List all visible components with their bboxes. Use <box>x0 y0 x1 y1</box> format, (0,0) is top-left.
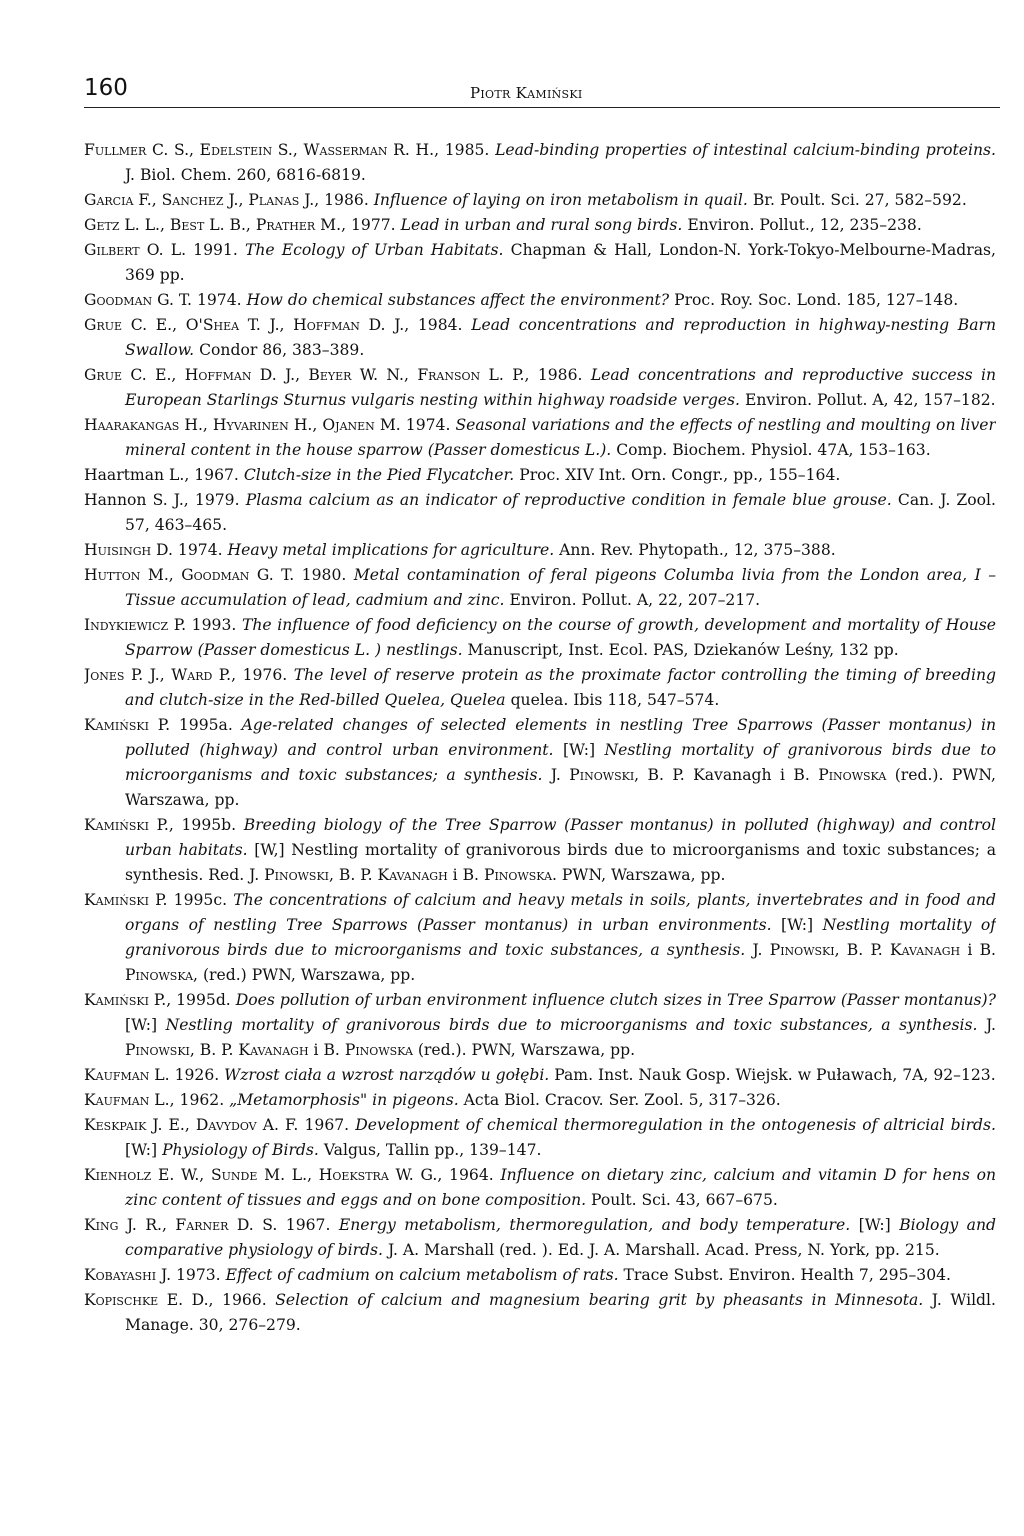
reference-entry <box>84 188 996 213</box>
reference-entry <box>84 1063 996 1088</box>
ref-text: Ann. Rev. Phytopath., 12, 375–388. <box>554 541 836 559</box>
ref-title: Development of chemical thermoregulation in the ontogenesis of altricial birds. <box>355 1116 996 1134</box>
ref-title: Breeding biology of the Tree Sparrow (Passer montanus) in polluted (highway) and control urban habitats. <box>125 816 996 859</box>
ref-text: , 1985. <box>434 141 496 159</box>
ref-author: Goodman G. T. <box>84 291 192 309</box>
reference-entry <box>84 1213 996 1263</box>
ref-author: Grue C. E., O'Shea T. J., Hoffman D. J. <box>84 316 405 334</box>
ref-title: Influence on dietary zinc, calcium and vitamin D for hens on zinc content of tissues and eggs and on bone composition. <box>125 1166 996 1209</box>
ref-text: , 1995b. <box>168 816 244 834</box>
ref-author: Kamiński P. <box>84 716 171 734</box>
reference-entry <box>84 563 996 613</box>
ref-title: Physiology of Birds. <box>162 1141 319 1159</box>
reference-entry <box>84 888 996 988</box>
reference-entry <box>84 1113 996 1163</box>
ref-text: Chapman & Hall, London-N. York-Tokyo-Melbourne-Madras, 369 pp. <box>125 241 996 284</box>
ref-title: Lead-binding properties of intestinal calcium-binding proteins. <box>495 141 996 159</box>
reference-entry <box>84 1088 996 1113</box>
ref-text: J. A. Marshall (red. ). Ed. J. A. Marshall. Acad. Press, N. York, pp. 215. <box>383 1241 940 1259</box>
ref-title: Plasma calcium as an indicator of reproductive condition in female blue grouse. <box>245 491 892 509</box>
ref-text: 1991. <box>186 241 245 259</box>
ref-text: , (red.) PWN, Warszawa, pp. <box>193 966 416 984</box>
ref-title: Clutch-size in the Pied Flycatcher. <box>243 466 515 484</box>
ref-text: , 1979. <box>183 491 246 509</box>
ref-text: 1974. <box>191 291 247 309</box>
ref-author: Keskpaik J. E., Davydov A. F. <box>84 1116 299 1134</box>
ref-title: Lead concentrations and reproductive success in European Starlings Sturnus vulgaris nesting within highway roadside verges. <box>125 366 996 409</box>
ref-text: J. <box>542 766 570 784</box>
ref-author: Hutton M., Goodman G. T. <box>84 566 295 584</box>
ref-author: Kopischke E. D. <box>84 1291 209 1309</box>
ref-text: Environ. Pollut. A, 42, 157–182. <box>740 391 996 409</box>
ref-author: Kaufman L. <box>84 1066 170 1084</box>
ref-author: Haarakangas H., Hyvarinen H., Ojanen M. <box>84 416 401 434</box>
reference-entry <box>84 413 996 463</box>
ref-author: Pinowski <box>264 866 330 884</box>
reference-list <box>84 138 996 1338</box>
ref-text: 1980. <box>294 566 354 584</box>
reference-entry <box>84 288 996 313</box>
ref-text: , B. P. Kavanagh i B. <box>634 766 819 784</box>
ref-title: The level of reserve protein as the proximate factor controlling the timing of breeding and clutch-size in the Red-billed Quelea, Quelea <box>125 666 996 709</box>
reference-entry <box>84 488 996 538</box>
ref-text: 1974. <box>400 416 456 434</box>
ref-text: (red.). PWN, Warszawa, pp. <box>125 766 996 809</box>
ref-author: Pinowska <box>125 966 194 984</box>
ref-author: Huisingh D. <box>84 541 173 559</box>
ref-text: Condor 86, 383–389. <box>194 341 365 359</box>
reference-entry <box>84 1288 996 1338</box>
ref-text: . PWN, Warszawa, pp. <box>552 866 726 884</box>
ref-title: Energy metabolism, thermoregulation, and body temperature. <box>338 1216 851 1234</box>
ref-author: Pinowska <box>818 766 887 784</box>
ref-text: Manuscript, Inst. Ecol. PAS, Dziekanów Leśny, 132 pp. <box>462 641 899 659</box>
ref-text: 1995a. <box>170 716 242 734</box>
ref-text: , 1967. <box>184 466 244 484</box>
ref-text: 1926. <box>169 1066 225 1084</box>
ref-text: J. <box>977 1016 996 1034</box>
ref-text: Haartman L. <box>84 466 185 484</box>
ref-title: The concentrations of calcium and heavy metals in soils, plants, invertebrates and in food and organs of nestling Tree Sparrows (Passer montanus) in urban environments. <box>125 891 996 934</box>
ref-text: , 1964. <box>437 1166 501 1184</box>
ref-text: , 1984. <box>404 316 472 334</box>
ref-author: Pinowski <box>769 941 835 959</box>
ref-text: Can. J. Zool. 57, 463–465. <box>125 491 996 534</box>
ref-text: 1967. <box>277 1216 339 1234</box>
reference-entry <box>84 713 996 813</box>
ref-title: Heavy metal implications for agriculture. <box>227 541 555 559</box>
reference-entry <box>84 238 996 288</box>
ref-text: 1993. <box>186 616 242 634</box>
ref-author: Kaufman L. <box>84 1091 170 1109</box>
ref-text: , 1995d. <box>166 991 236 1009</box>
ref-author: Grue C. E., Hoffman D. J., Beyer W. N., Franson L. P. <box>84 366 525 384</box>
ref-text: i B. <box>960 941 996 959</box>
ref-text: 1967. <box>298 1116 356 1134</box>
ref-title: „Metamorphosis" in pigeons. <box>229 1091 459 1109</box>
ref-author: Pinowska <box>344 1041 413 1059</box>
ref-text: , 1962. <box>169 1091 230 1109</box>
ref-text: 1974. <box>172 541 228 559</box>
ref-title: Effect of cadmium on calcium metabolism of rats. <box>225 1266 619 1284</box>
ref-text: Proc. XIV Int. Orn. Congr., pp., 155–164. <box>514 466 841 484</box>
ref-author: Kienholz E. W., Sunde M. L., Hoekstra W. G. <box>84 1166 438 1184</box>
reference-entry <box>84 1263 996 1288</box>
ref-author: Garcia F., Sanchez J., Planas J. <box>84 191 315 209</box>
ref-text: i B. <box>308 1041 345 1059</box>
ref-text: [W:] <box>125 1141 163 1159</box>
ref-author: Kamiński P. <box>84 991 167 1009</box>
ref-title: Nestling mortality of granivorous birds due to microorganisms and toxic substances, a synthesis. <box>165 1016 978 1034</box>
ref-text: Environ. Pollut., 12, 235–238. <box>682 216 922 234</box>
ref-title: Influence of laying on iron metabolism in quail. <box>373 191 748 209</box>
ref-text: 1973. <box>171 1266 226 1284</box>
ref-title: Does pollution of urban environment influence clutch sizes in Tree Sparrow (Passer montanus)? <box>235 991 996 1009</box>
ref-text: 1995c. <box>167 891 234 909</box>
ref-author: Pinowski <box>569 766 635 784</box>
ref-author: King J. R., Farner D. S. <box>84 1216 278 1234</box>
ref-text: Hannon S. J. <box>84 491 184 509</box>
ref-title: Age-related changes of selected elements in nestling Tree Sparrows (Passer montanus) in polluted (highway) and control urban environment. <box>125 716 996 759</box>
ref-text: , B. P. <box>189 1041 239 1059</box>
page-number: 160 <box>84 75 128 101</box>
ref-text: Poult. Sci. 43, 667–675. <box>586 1191 778 1209</box>
ref-title: The influence of food deficiency on the course of growth, development and mortality of House Sparrow (Passer domesticus L. ) nestlings. <box>125 616 996 659</box>
ref-author: Kavanagh <box>377 866 448 884</box>
ref-author: Kamiński P. <box>84 816 169 834</box>
ref-author: Fullmer C. S., Edelstein S., Wasserman R. H. <box>84 141 435 159</box>
ref-author: Pinowska <box>483 866 553 884</box>
ref-title: Lead concentrations and reproduction in highway-nesting Barn Swallow. <box>125 316 996 359</box>
running-head-author: Piotr Kamiński <box>470 84 583 102</box>
ref-title: Nestling mortality of granivorous birds due to microorganisms and toxic substances; a synthesis. <box>125 741 996 784</box>
ref-text: J. <box>745 941 770 959</box>
ref-text: Proc. Roy. Soc. Lond. 185, 127–148. <box>669 291 959 309</box>
reference-entry <box>84 1163 996 1213</box>
ref-author: Getz L. L., Best L. B., Prather M. <box>84 216 342 234</box>
reference-entry <box>84 538 996 563</box>
ref-text: [W:] <box>850 1216 900 1234</box>
reference-entry <box>84 213 996 238</box>
ref-title: Biology and comparative physiology of birds. <box>125 1216 996 1259</box>
ref-text: Environ. Pollut. A, 22, 207–217. <box>504 591 761 609</box>
ref-author: Kavanagh <box>238 1041 309 1059</box>
reference-entry <box>84 988 996 1063</box>
ref-text: quelea. Ibis 118, 547–574. <box>505 691 720 709</box>
ref-text: , 1977. <box>341 216 401 234</box>
ref-text: [W:] <box>771 916 823 934</box>
ref-title: Wzrost ciała a wzrost narządów u gołębi. <box>224 1066 550 1084</box>
reference-entry <box>84 613 996 663</box>
reference-entry <box>84 663 996 713</box>
ref-text: , 1986. <box>314 191 374 209</box>
ref-title: Lead in urban and rural song birds. <box>400 216 683 234</box>
ref-text: i B. <box>447 866 484 884</box>
ref-title: Metal contamination of feral pigeons Columba livia from the London area, I – Tissue accumulation of lead, cadmium and zinc. <box>125 566 996 609</box>
ref-author: Indykiewicz P. <box>84 616 187 634</box>
ref-text: Br. Poult. Sci. 27, 582–592. <box>747 191 967 209</box>
ref-title: Seasonal variations and the effects of nestling and moulting on liver mineral content in the house sparrow (Passer domesticus L.). <box>125 416 996 459</box>
ref-author: Gilbert O. L. <box>84 241 187 259</box>
ref-text: , 1986. <box>524 366 591 384</box>
ref-author: Pinowski <box>125 1041 190 1059</box>
ref-text: [W,] Nestling mortality of granivorous birds due to microorganisms and toxic substances; a synthesis. Red. J. <box>125 841 996 884</box>
reference-entry <box>84 138 996 188</box>
ref-title: Nestling mortality of granivorous birds due to microorganisms and toxic substances, a synthesis. <box>125 916 996 959</box>
ref-text: [W:] <box>125 1016 166 1034</box>
ref-text: J. Biol. Chem. 260, 6816-6819. <box>125 166 366 184</box>
ref-text: Comp. Biochem. Physiol. 47A, 153–163. <box>611 441 931 459</box>
reference-entry <box>84 363 996 413</box>
reference-entry <box>84 813 996 888</box>
ref-text: Pam. Inst. Nauk Gosp. Wiejsk. w Puławach, 7A, 92–123. <box>549 1066 996 1084</box>
reference-entry <box>84 463 996 488</box>
ref-text: Acta Biol. Cracov. Ser. Zool. 5, 317–326. <box>458 1091 781 1109</box>
ref-text: Trace Subst. Environ. Health 7, 295–304. <box>618 1266 952 1284</box>
ref-author: Kamiński P. <box>84 891 168 909</box>
ref-title: How do chemical substances affect the environment? <box>246 291 670 309</box>
header-rule <box>84 107 1000 108</box>
ref-text: , B. P. <box>834 941 890 959</box>
ref-text: , 1966. <box>208 1291 276 1309</box>
ref-title: Selection of calcium and magnesium bearing grit by pheasants in Minnesota. <box>275 1291 924 1309</box>
reference-entry <box>84 313 996 363</box>
ref-text: [W:] <box>553 741 605 759</box>
ref-text: , B. P. <box>329 866 378 884</box>
ref-text: (red.). PWN, Warszawa, pp. <box>412 1041 636 1059</box>
ref-author: Kavanagh <box>889 941 961 959</box>
ref-title: The Ecology of Urban Habitats. <box>244 241 504 259</box>
ref-author: Jones P. J., Ward P. <box>84 666 232 684</box>
ref-author: Kobayashi J. <box>84 1266 172 1284</box>
ref-text: Valgus, Tallin pp., 139–147. <box>318 1141 542 1159</box>
ref-text: , 1976. <box>231 666 294 684</box>
ref-text: J. Wildl. Manage. 30, 276–279. <box>125 1291 996 1334</box>
